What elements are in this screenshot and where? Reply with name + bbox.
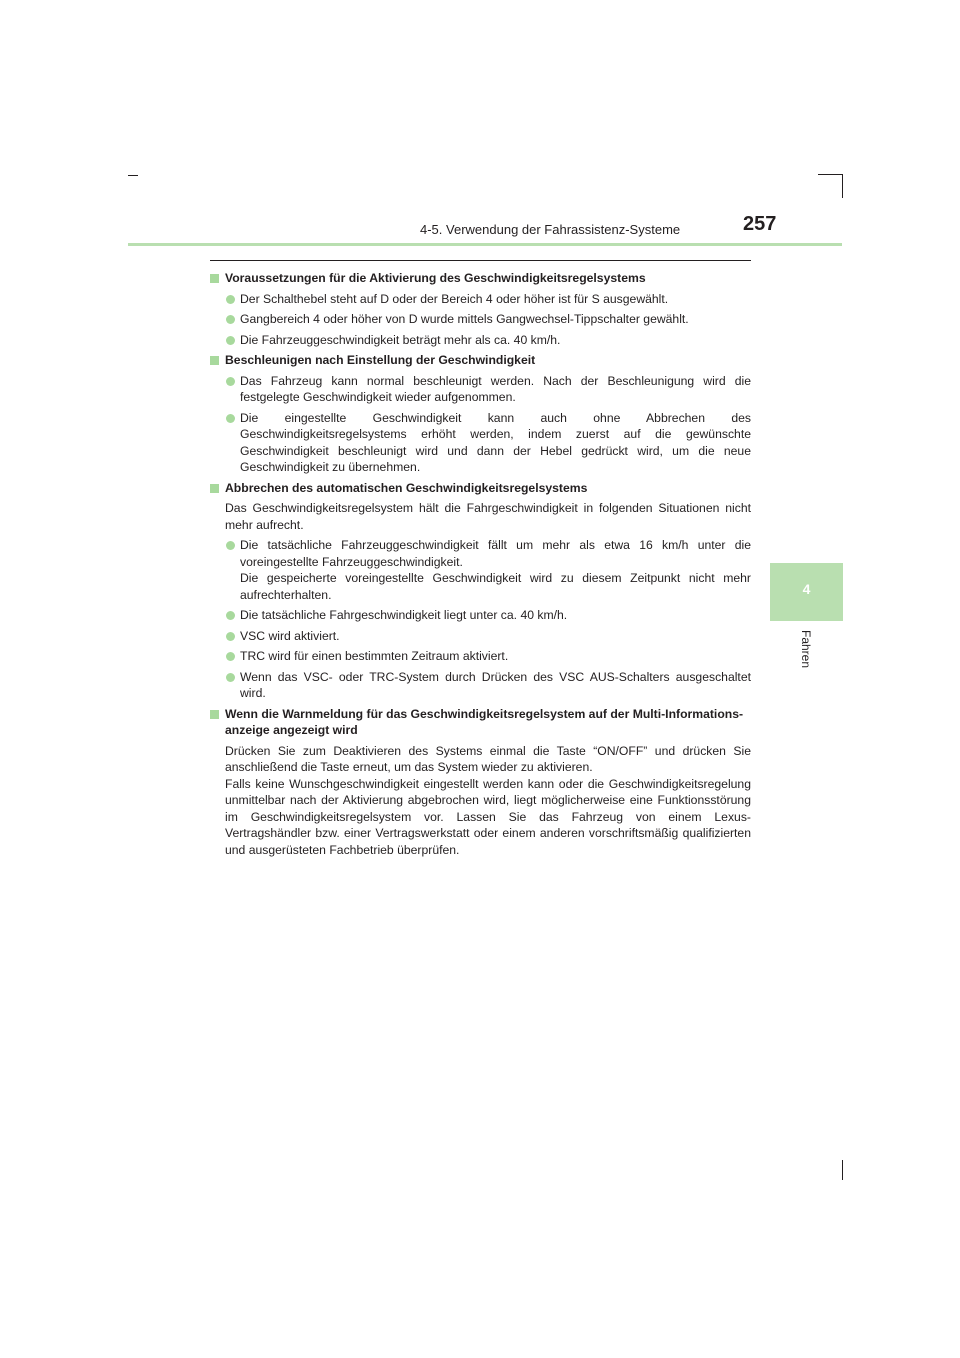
list-item [225, 648, 751, 665]
list-item [225, 607, 751, 624]
circle-bullet-icon [226, 632, 235, 641]
crop-mark [842, 174, 843, 198]
list-item [225, 311, 751, 328]
section-heading-text: Wenn die Warnmeldung für das Geschwindigkeitsregelsystem auf der Multi-Informations-anzeige angezeigt wird [225, 706, 744, 737]
section-intro: Das Geschwindigkeitsregelsystem hält die Fahrgeschwindigkeit in folgenden Situationen nicht mehr aufrecht. [225, 501, 751, 532]
list-item-text: Wenn das VSC- oder TRC-System durch Drücken des VSC AUS-Schalters ausgeschaltet wird. [240, 669, 751, 700]
circle-bullet-icon [226, 315, 235, 324]
list-item-note: Die gespeicherte voreingestellte Geschwindigkeit wird zu diesem Zeitpunkt nicht mehr aufrechterhalten. [240, 571, 751, 602]
crop-mark [128, 175, 138, 176]
chapter-number: 4 [802, 581, 811, 597]
section-warning-message [210, 706, 751, 859]
crop-mark [842, 1160, 843, 1180]
square-bullet-icon [210, 356, 219, 365]
circle-bullet-icon [226, 652, 235, 661]
section-heading [210, 352, 751, 369]
circle-bullet-icon [226, 336, 235, 345]
list-item-text: Gangbereich 4 oder höher von D wurde mittels Gangwechsel-Tippschalter gewählt. [240, 312, 689, 326]
square-bullet-icon [210, 274, 219, 283]
list-item-text: Der Schalthebel steht auf D oder der Bereich 4 oder höher ist für S ausgewählt. [240, 291, 669, 306]
page-number: 257 [743, 213, 777, 235]
section-heading [210, 706, 751, 739]
list-item [225, 332, 751, 349]
square-bullet-icon [210, 710, 219, 719]
list-item-text: TRC wird für einen bestimmten Zeitraum aktiviert. [240, 649, 509, 663]
crop-mark [818, 174, 842, 175]
section-title: 4-5. Verwendung der Fahrassistenz-Systeme [420, 222, 681, 237]
section-activation [210, 270, 751, 348]
section-paragraph: Falls keine Wunschgeschwindigkeit eingestellt werden kann oder die Geschwindigkeitsregelung unmittelbar nach der Aktivierung abgebrochen wird, liegt möglicherweise eine Funktionsstörung im Geschwindigkeitsregelsystem vor. Lassen Sie das Fahrzeug von einem Lexus-Vertragshändler bzw. einer Vertragswerkstatt oder einem anderen vorschriftsmäßig qualifizierten und ausgerüsteten Fachbetrieb überprüfen. [225, 776, 751, 857]
list-item [225, 291, 751, 308]
chapter-label: Fahren [799, 630, 813, 669]
list-item-text: Die tatsächliche Fahrzeuggeschwindigkeit fällt um mehr als etwa 16 km/h unter die voreingestellte Fahrzeuggeschwindigkeit. [240, 538, 751, 569]
chapter-tab [770, 563, 843, 621]
section-cancellation [210, 480, 751, 702]
list-item [225, 537, 751, 603]
section-heading-text: Beschleunigen nach Einstellung der Geschwindigkeit [225, 353, 536, 367]
section-heading [210, 270, 751, 287]
content-top-rule [210, 260, 751, 261]
section-paragraph: Drücken Sie zum Deaktivieren des Systems einmal die Taste “ON/OFF” und drücken Sie anschließend die Taste erneut, um das System wieder zu aktivieren. [225, 743, 751, 774]
header-rule [128, 243, 842, 246]
circle-bullet-icon [226, 377, 235, 386]
square-bullet-icon [210, 484, 219, 493]
list-item-text: Die tatsächliche Fahrgeschwindigkeit liegt unter ca. 40 km/h. [240, 608, 568, 622]
section-heading [210, 480, 751, 497]
list-item-text: Die Fahrzeuggeschwindigkeit beträgt mehr als ca. 40 km/h. [240, 332, 561, 347]
section-acceleration [210, 352, 751, 476]
list-item-text: VSC wird aktiviert. [240, 628, 340, 643]
list-item [225, 373, 751, 406]
circle-bullet-icon [226, 414, 235, 423]
circle-bullet-icon [226, 611, 235, 620]
section-heading-text: Voraussetzungen für die Aktivierung des Geschwindigkeitsregelsystems [225, 271, 646, 285]
list-item [225, 669, 751, 702]
list-item [225, 628, 751, 645]
list-item-text: Die eingestellte Geschwindigkeit kann auch ohne Abbrechen des Geschwindigkeitsregelsystems erhöht werden, indem zuerst auf die gewünschte Geschwindigkeit beschleunigt wird und dann der Hebel gedrückt wird, um die neue Geschwindigkeit zu übernehmen. [240, 410, 751, 474]
circle-bullet-icon [226, 673, 235, 682]
circle-bullet-icon [226, 295, 235, 304]
main-content [210, 270, 751, 862]
list-item-text: Das Fahrzeug kann normal beschleunigt werden. Nach der Beschleunigung wird die festgelegte Geschwindigkeit wieder aufgenommen. [240, 373, 751, 404]
circle-bullet-icon [226, 541, 235, 550]
list-item [225, 410, 751, 476]
section-heading-text: Abbrechen des automatischen Geschwindigkeitsregelsystems [225, 480, 588, 495]
